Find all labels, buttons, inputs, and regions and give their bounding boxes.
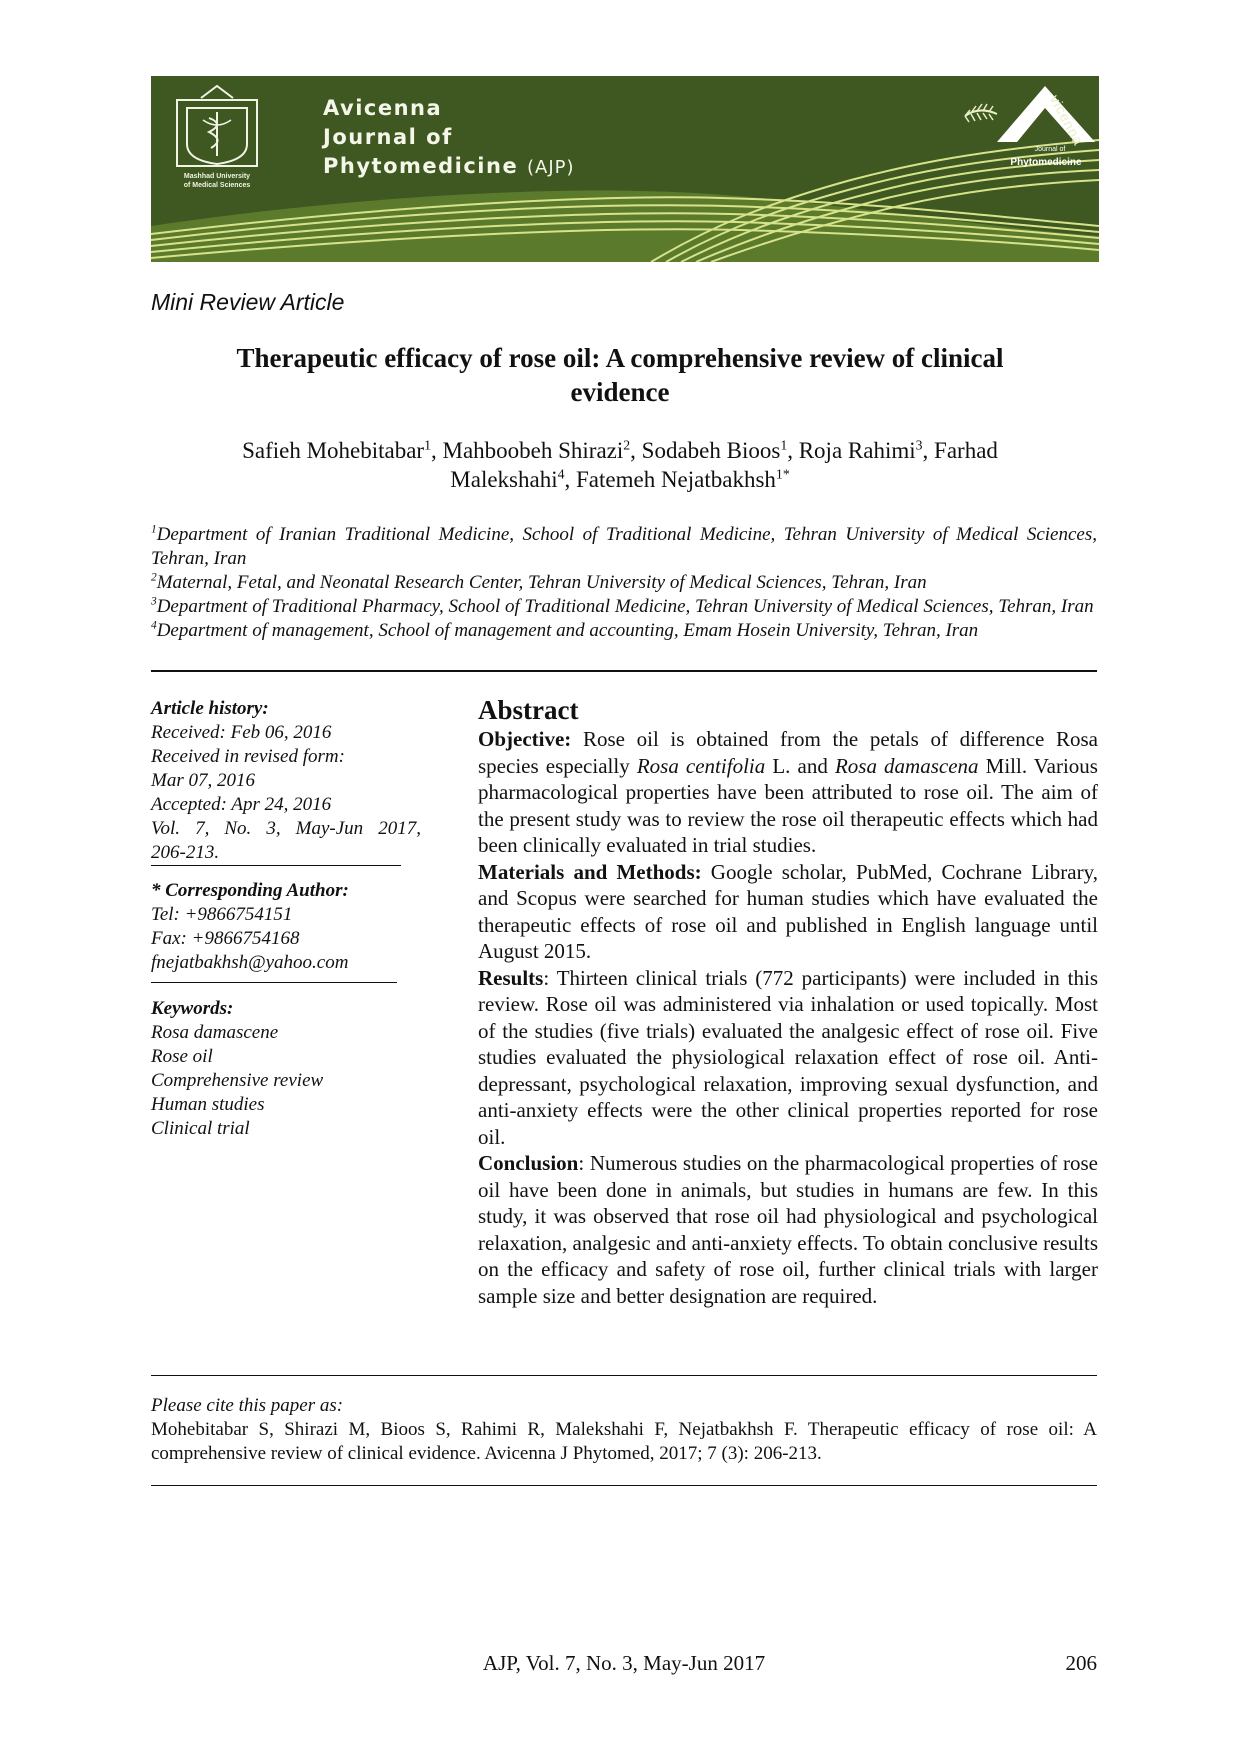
citation-box bbox=[151, 1394, 1097, 1466]
abstract-results bbox=[478, 965, 1098, 1151]
author-affiliation-mark: 1 bbox=[780, 437, 788, 453]
species-name: Rosa centifolia bbox=[636, 753, 766, 778]
article-history-heading: Article history: bbox=[151, 698, 269, 719]
journal-logo-name: Phytomedicine bbox=[1010, 157, 1082, 168]
sidebar-divider bbox=[151, 982, 397, 983]
journal-title bbox=[323, 94, 575, 182]
affiliation-number: 3 bbox=[151, 595, 157, 608]
university-logo bbox=[165, 84, 269, 190]
author-name: Fatemeh Nejatbakhsh bbox=[576, 467, 776, 492]
author-list: Safieh Mohebitabar$^1$, Mahboobeh Shirazi$^2$, Sodabeh Bioos$^1$, Roja Rahimi$^3$, Farhad Malekshahi$^4$, Fatemeh Nejatbakhsh$^{1*}$ bbox=[242, 437, 998, 492]
journal-title-line3: Phytomedicine bbox=[323, 154, 519, 178]
article-history bbox=[151, 697, 421, 865]
journal-logo bbox=[957, 80, 1097, 190]
abstract bbox=[478, 694, 1098, 1309]
species-name: Rosa damascena bbox=[834, 753, 979, 778]
corresponding-tel: Tel: +9866754151 bbox=[151, 904, 293, 925]
page-number: 206 bbox=[1065, 1651, 1097, 1675]
affiliations bbox=[151, 523, 1097, 643]
results-text: : Thirteen clinical trials (772 participants) were included in this review. Rose oil was administered via inhalation or used topically. Most of the studies (five trials) evaluated the analgesic effect of rose oil. Five studies evaluated the physiological relaxation effect of rose oil. Anti-depressant, psychological relaxation, improving sexual dysfunction, and anti-anxiety effects were the other clinical properties reported for rose oil. bbox=[478, 965, 1098, 1149]
corresponding-fax: Fax: +9866754168 bbox=[151, 928, 300, 949]
revised-date: Mar 07, 2016 bbox=[151, 770, 255, 791]
keyword-item: Rose oil bbox=[151, 1046, 213, 1067]
keywords-heading: Keywords: bbox=[151, 998, 234, 1019]
journal-banner bbox=[151, 76, 1099, 262]
keyword-item: Rosa damascene bbox=[151, 1022, 279, 1043]
abstract-methods bbox=[478, 859, 1098, 965]
author-affiliation-mark: 2 bbox=[623, 437, 631, 453]
accepted-date: Accepted: Apr 24, 2016 bbox=[151, 794, 332, 815]
abstract-conclusion bbox=[478, 1150, 1098, 1309]
objective-text: Rose oil is obtained from the petals of difference Rosa species especially bbox=[478, 727, 1098, 778]
volume-info-line1: Vol. 7, No. 3, May-Jun 2017, bbox=[151, 818, 421, 839]
header-divider bbox=[151, 670, 1097, 672]
results-label: Results bbox=[478, 965, 544, 990]
received-date: Received: Feb 06, 2016 bbox=[151, 722, 332, 743]
affiliation-item bbox=[151, 571, 1097, 595]
article-type: Mini Review Article bbox=[151, 289, 345, 315]
journal-abbreviation: (AJP) bbox=[527, 157, 575, 178]
methods-text: Google scholar, PubMed, Cochrane Library, and Scopus were searched for human studies which have evaluated the therapeutic effects of rose oil and published in English language until August 2015. bbox=[478, 859, 1098, 963]
keyword-item: Clinical trial bbox=[151, 1118, 250, 1139]
corresponding-author-heading: * Corresponding Author: bbox=[151, 880, 349, 901]
corresponding-email[interactable]: fnejatbakhsh@yahoo.com bbox=[151, 952, 349, 973]
affiliation-item bbox=[151, 523, 1097, 571]
conclusion-label: Conclusion bbox=[478, 1151, 579, 1175]
article-title-line1: Therapeutic efficacy of rose oil: A comprehensive review of clinical bbox=[236, 343, 1004, 373]
keyword-item: Comprehensive review bbox=[151, 1070, 324, 1091]
author-affiliation-mark: 1* bbox=[775, 466, 790, 482]
author-affiliation-mark: 4 bbox=[557, 466, 565, 482]
article-title-line2: evidence bbox=[570, 377, 670, 407]
affiliation-number: 2 bbox=[151, 571, 157, 584]
methods-label: Materials and Methods: bbox=[478, 859, 702, 884]
objective-text: Mill. Various pharmacological properties have been attributed to rose oil. The aim of the present study was to review the rose oil therapeutic effects which had been clinically evaluated in trial studies. bbox=[478, 753, 1098, 857]
keyword-item: Human studies bbox=[151, 1094, 265, 1115]
keywords bbox=[151, 997, 421, 1141]
university-name-line1: Mashhad University bbox=[183, 173, 251, 180]
author-name: Sodabeh Bioos bbox=[641, 438, 781, 463]
conclusion-text: : Numerous studies on the pharmacological properties of rose oil have been done in animals, but studies in humans are few. In this study, it was observed that rose oil had physiological and psychological relaxation, analgesic and anti-anxiety effects. To obtain conclusive results on the efficacy and safety of rose oil, further clinical trials with larger sample size and better designation are required. bbox=[478, 1151, 1098, 1308]
citation-text: Mohebitabar S, Shirazi M, Bioos S, Rahimi R, Malekshahi F, Nejatbakhsh F. Therapeutic efficacy of rose oil: A comprehensive review of clinical evidence. Avicenna J Phytomed, 2017; 7 (3): 206-213. bbox=[151, 1419, 1097, 1464]
journal-title-line2: Journal of bbox=[323, 125, 453, 149]
author-name: Roja Rahimi bbox=[798, 438, 916, 463]
affiliation-text: Maternal, Fetal, and Neonatal Research Center, Tehran University of Medical Sciences, Tehran, Iran bbox=[156, 572, 927, 593]
affiliation-text: Department of management, School of management and accounting, Emam Hosein University, Tehran, Iran bbox=[156, 620, 979, 641]
university-name-line2: of Medical Sciences bbox=[183, 182, 251, 189]
author-name: Safieh Mohebitabar bbox=[242, 438, 425, 463]
citation-lead: Please cite this paper as: bbox=[151, 1395, 344, 1416]
sidebar-divider bbox=[151, 865, 401, 866]
footer-journal-info: AJP, Vol. 7, No. 3, May-Jun 2017 bbox=[482, 1651, 766, 1675]
citation-divider bbox=[151, 1485, 1097, 1486]
affiliation-number: 1 bbox=[151, 523, 157, 536]
affiliation-text: Department of Traditional Pharmacy, School of Traditional Medicine, Tehran University of Medical Sciences, Tehran, Iran bbox=[156, 596, 1094, 617]
affiliation-item bbox=[151, 619, 1097, 643]
journal-title-line1: Avicenna bbox=[323, 96, 443, 120]
volume-info-line2: 206-213. bbox=[151, 842, 220, 863]
university-emblem-icon bbox=[171, 84, 263, 170]
journal-logo-label: Journal of bbox=[1034, 146, 1066, 153]
objective-text: L. and bbox=[765, 753, 835, 778]
author-name: Mahboobeh Shirazi bbox=[442, 438, 624, 463]
revised-label: Received in revised form: bbox=[151, 746, 345, 767]
author-affiliation-mark: 1 bbox=[424, 437, 431, 453]
abstract-heading: Abstract bbox=[478, 695, 579, 725]
affiliation-item bbox=[151, 595, 1097, 619]
abstract-objective bbox=[478, 726, 1098, 859]
objective-label: Objective: bbox=[478, 727, 572, 751]
journal-logo-arc-text: vicenna bbox=[1046, 92, 1087, 149]
article-title bbox=[190, 341, 1050, 409]
affiliation-text: Department of Iranian Traditional Medicine, School of Traditional Medicine, Tehran University of Medical Sciences, Tehran, Iran bbox=[151, 524, 1097, 569]
corresponding-author bbox=[151, 879, 421, 975]
author-last-name: Malekshahi bbox=[450, 467, 558, 492]
affiliation-number: 4 bbox=[151, 619, 157, 632]
author-first-name: Farhad bbox=[934, 438, 998, 463]
abstract-divider bbox=[151, 1375, 1097, 1376]
author-affiliation-mark: 3 bbox=[915, 437, 923, 453]
